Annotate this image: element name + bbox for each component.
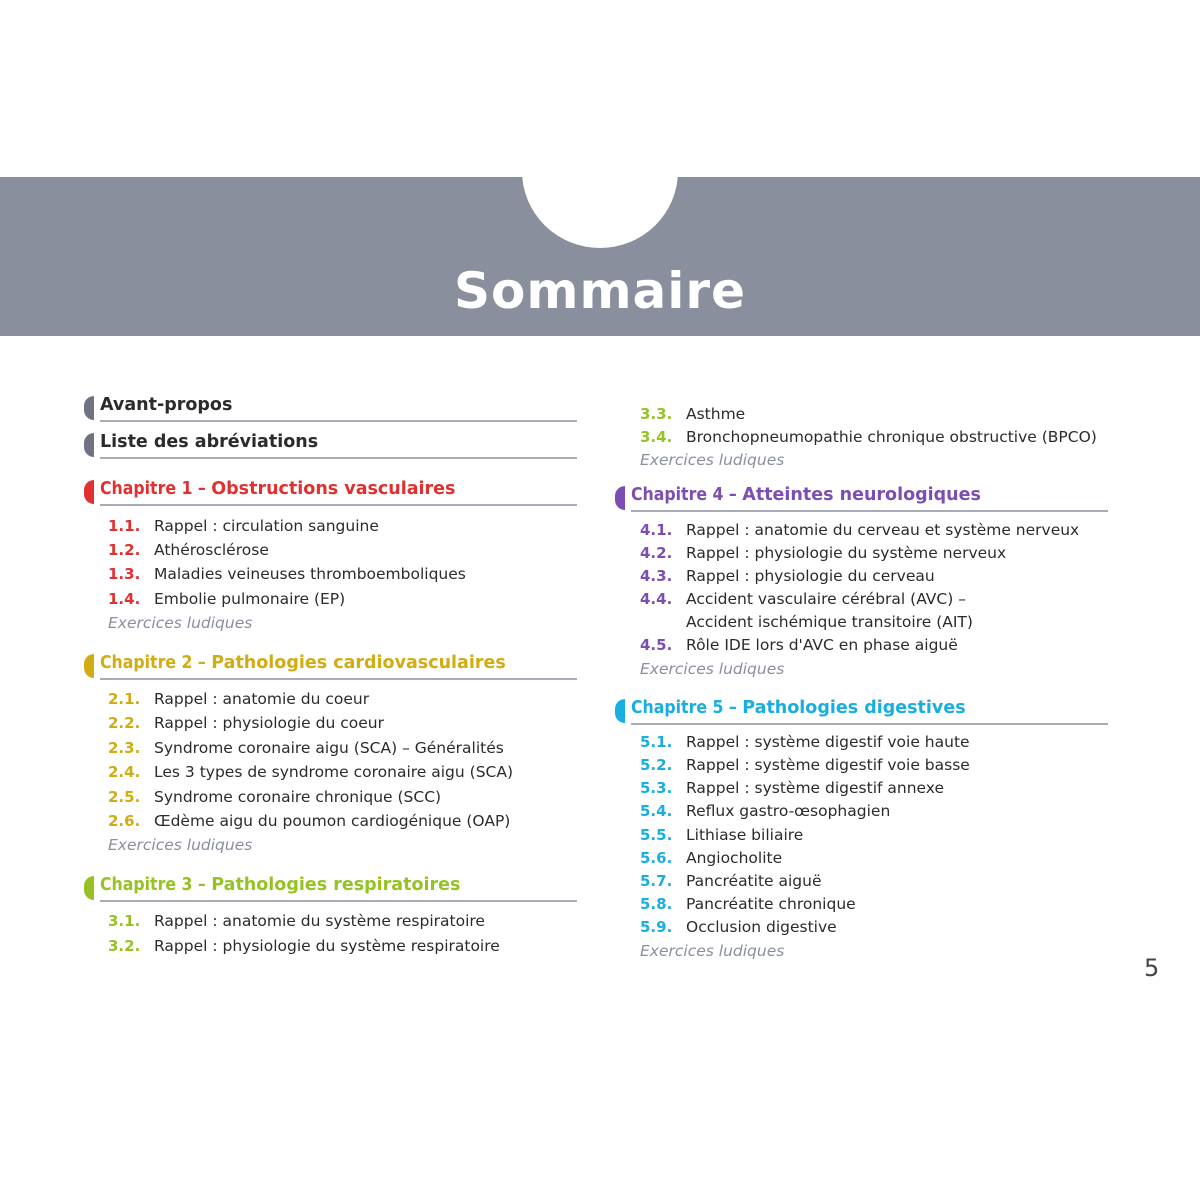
item-number: 1.2. bbox=[108, 541, 141, 559]
chapter-tab-marker bbox=[615, 699, 625, 723]
item-label: Lithiase biliaire bbox=[686, 826, 804, 844]
item-number: 4.3. bbox=[640, 567, 673, 585]
item-label: Occlusion digestive bbox=[686, 918, 837, 936]
exercises-link[interactable]: Exercices ludiques bbox=[640, 660, 785, 678]
item-number: 5.2. bbox=[640, 756, 673, 774]
item-number: 2.2. bbox=[108, 714, 141, 732]
chapter-number: Chapitre 1 – bbox=[100, 479, 212, 499]
item-label: Accident ischémique transitoire (AIT) bbox=[686, 613, 973, 631]
exercises-link[interactable]: Exercices ludiques bbox=[640, 942, 785, 960]
item-label: Rappel : physiologie du cerveau bbox=[686, 567, 935, 585]
section-tab-marker bbox=[84, 433, 94, 457]
chapter-number: Chapitre 5 – bbox=[631, 698, 743, 718]
item-label: Angiocholite bbox=[686, 849, 783, 867]
item-number: 4.4. bbox=[640, 590, 673, 608]
chapter-tab-marker bbox=[84, 876, 94, 900]
item-number: 2.1. bbox=[108, 690, 141, 708]
exercises-link[interactable]: Exercices ludiques bbox=[108, 836, 253, 854]
item-label: Athérosclérose bbox=[154, 541, 269, 559]
item-number: 2.4. bbox=[108, 763, 141, 781]
item-label: Syndrome coronaire aigu (SCA) – Généralités bbox=[154, 739, 504, 757]
item-label: Rappel : physiologie du système nerveux bbox=[686, 544, 1007, 562]
item-label: Pancréatite aiguë bbox=[686, 872, 822, 890]
item-number: 4.1. bbox=[640, 521, 673, 539]
item-number: 5.9. bbox=[640, 918, 673, 936]
toc-avant-propos[interactable] bbox=[100, 394, 577, 422]
chapter-5-heading[interactable] bbox=[631, 697, 1108, 725]
page-number: 5 bbox=[1144, 954, 1160, 982]
chapter-4-heading[interactable] bbox=[631, 484, 1108, 512]
toc-liste-abreviations[interactable] bbox=[100, 431, 577, 459]
item-number: 3.3. bbox=[640, 405, 673, 423]
item-number: 5.1. bbox=[640, 733, 673, 751]
chapter-tab-marker bbox=[84, 480, 94, 504]
item-number: 5.3. bbox=[640, 779, 673, 797]
item-number: 1.3. bbox=[108, 565, 141, 583]
chapter-tab-marker bbox=[615, 486, 625, 510]
chapter-title: Pathologies respiratoires bbox=[211, 875, 461, 895]
chapter-title: Pathologies cardiovasculaires bbox=[211, 653, 506, 673]
item-number: 5.7. bbox=[640, 872, 673, 890]
item-label: Rappel : circulation sanguine bbox=[154, 517, 379, 535]
item-label: Asthme bbox=[686, 405, 746, 423]
item-number: 3.1. bbox=[108, 912, 141, 930]
chapter-3-heading[interactable] bbox=[100, 874, 577, 902]
item-label: Rappel : système digestif annexe bbox=[686, 779, 945, 797]
page-title: Sommaire bbox=[453, 262, 746, 320]
item-number: 4.2. bbox=[640, 544, 673, 562]
chapter-tab-marker bbox=[84, 654, 94, 678]
item-number: 5.5. bbox=[640, 826, 673, 844]
item-number: 1.4. bbox=[108, 590, 141, 608]
chapter-number: Chapitre 4 – bbox=[631, 485, 743, 505]
item-label: Rôle IDE lors d'AVC en phase aiguë bbox=[686, 636, 958, 654]
chapter-title: Obstructions vasculaires bbox=[211, 479, 456, 499]
item-label: Accident vasculaire cérébral (AVC) – bbox=[686, 590, 966, 608]
item-label: Rappel : physiologie du coeur bbox=[154, 714, 384, 732]
chapter-1-heading[interactable] bbox=[100, 478, 577, 506]
item-label: Rappel : anatomie du système respiratoire bbox=[154, 912, 485, 930]
item-label: Reflux gastro-œsophagien bbox=[686, 802, 891, 820]
item-label: Œdème aigu du poumon cardiogénique (OAP) bbox=[154, 812, 511, 830]
chapter-title: Pathologies digestives bbox=[742, 698, 966, 718]
item-number: 1.1. bbox=[108, 517, 141, 535]
chapter-title: Atteintes neurologiques bbox=[742, 485, 981, 505]
item-label: Rappel : physiologie du système respiratoire bbox=[154, 937, 500, 955]
item-label: Rappel : système digestif voie basse bbox=[686, 756, 970, 774]
exercises-link[interactable]: Exercices ludiques bbox=[108, 614, 253, 632]
item-label: Embolie pulmonaire (EP) bbox=[154, 590, 346, 608]
item-label: Rappel : système digestif voie haute bbox=[686, 733, 970, 751]
chapter-number: Chapitre 2 – bbox=[100, 653, 212, 673]
section-label: Avant-propos bbox=[100, 395, 233, 415]
item-number: 2.6. bbox=[108, 812, 141, 830]
banner-notch bbox=[522, 94, 678, 248]
item-number: 4.5. bbox=[640, 636, 673, 654]
item-number: 5.6. bbox=[640, 849, 673, 867]
item-number: 5.4. bbox=[640, 802, 673, 820]
item-label: Syndrome coronaire chronique (SCC) bbox=[154, 788, 442, 806]
item-number: 3.2. bbox=[108, 937, 141, 955]
item-label: Rappel : anatomie du cerveau et système nerveux bbox=[686, 521, 1080, 539]
item-label: Pancréatite chronique bbox=[686, 895, 856, 913]
chapter-number: Chapitre 3 – bbox=[100, 875, 212, 895]
section-tab-marker bbox=[84, 396, 94, 420]
chapter-2-heading[interactable] bbox=[100, 652, 577, 680]
item-number: 3.4. bbox=[640, 428, 673, 446]
item-label: Les 3 types de syndrome coronaire aigu (SCA) bbox=[154, 763, 514, 781]
item-label: Bronchopneumopathie chronique obstructive (BPCO) bbox=[686, 428, 1097, 446]
item-number: 2.3. bbox=[108, 739, 141, 757]
item-label: Maladies veineuses thromboemboliques bbox=[154, 565, 466, 583]
item-number: 2.5. bbox=[108, 788, 141, 806]
item-number: 5.8. bbox=[640, 895, 673, 913]
item-label: Rappel : anatomie du coeur bbox=[154, 690, 370, 708]
exercises-link[interactable]: Exercices ludiques bbox=[640, 451, 785, 469]
section-label: Liste des abréviations bbox=[100, 432, 319, 452]
